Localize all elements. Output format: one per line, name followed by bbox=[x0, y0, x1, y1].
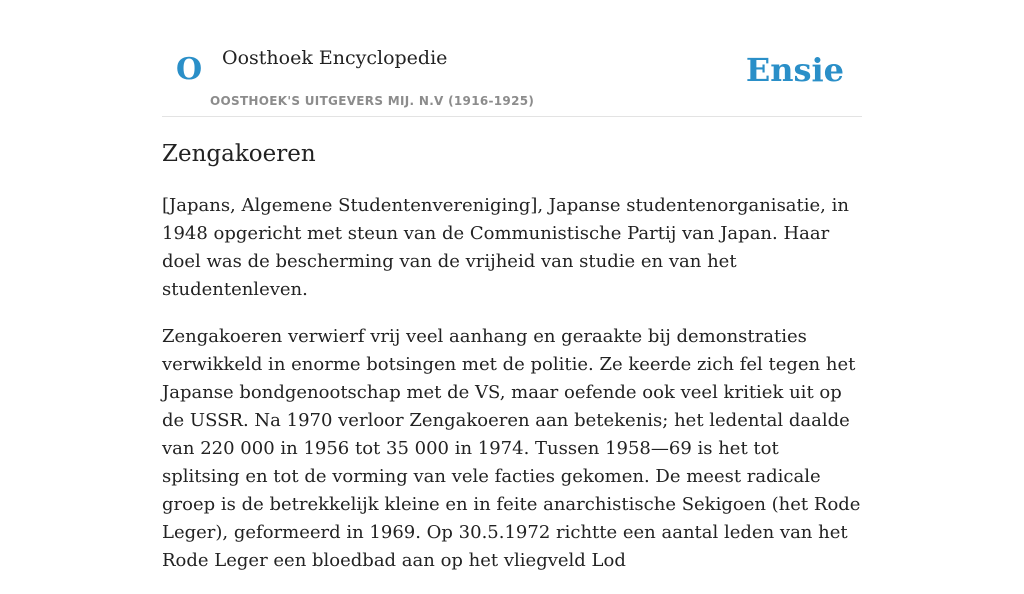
page-container bbox=[162, 0, 862, 571]
publisher-label: OOSTHOEK'S UITGEVERS MIJ. N.V (1916-1925) bbox=[210, 94, 535, 108]
encyclopedia-logo-icon[interactable]: O bbox=[176, 52, 203, 87]
article-title: Zengakoeren bbox=[162, 141, 316, 167]
encyclopedia-name-link[interactable]: Oosthoek Encyclopedie bbox=[222, 47, 448, 69]
site-header bbox=[162, 0, 862, 117]
article-paragraph: [Japans, Algemene Studentenvereniging], Japanse studentenorganisatie, in 1948 opgericht met steun van de Communistische Partij van Japan. Haar doel was de bescherming van de vrijheid van studie en van het studentenleven. bbox=[162, 195, 849, 300]
article-body bbox=[162, 192, 862, 594]
article-paragraph: Zengakoeren verwierf vrij veel aanhang en geraakte bij demonstraties verwikkeld in enorme botsingen met de politie. Ze keerde zich fel tegen het Japanse bondgenootschap met de VS, maar oefende ook veel kritiek uit op de USSR. Na 1970 verloor Zengakoeren aan betekenis; het ledental daalde van 220 000 in 1956 tot 35 000 in 1974. Tussen 1958—69 is het tot splitsing en tot de vorming van vele facties gekomen. De meest radicale groep is de betrekkelijk kleine en in feite anarchistische Sekigoen (het Rode Leger), geformeerd in 1969. Op 30.5.1972 richtte een aantal leden van het Rode Leger een bloedbad aan op het vliegveld Lod bbox=[162, 326, 861, 571]
ensie-logo-link[interactable]: Ensie bbox=[745, 51, 844, 89]
